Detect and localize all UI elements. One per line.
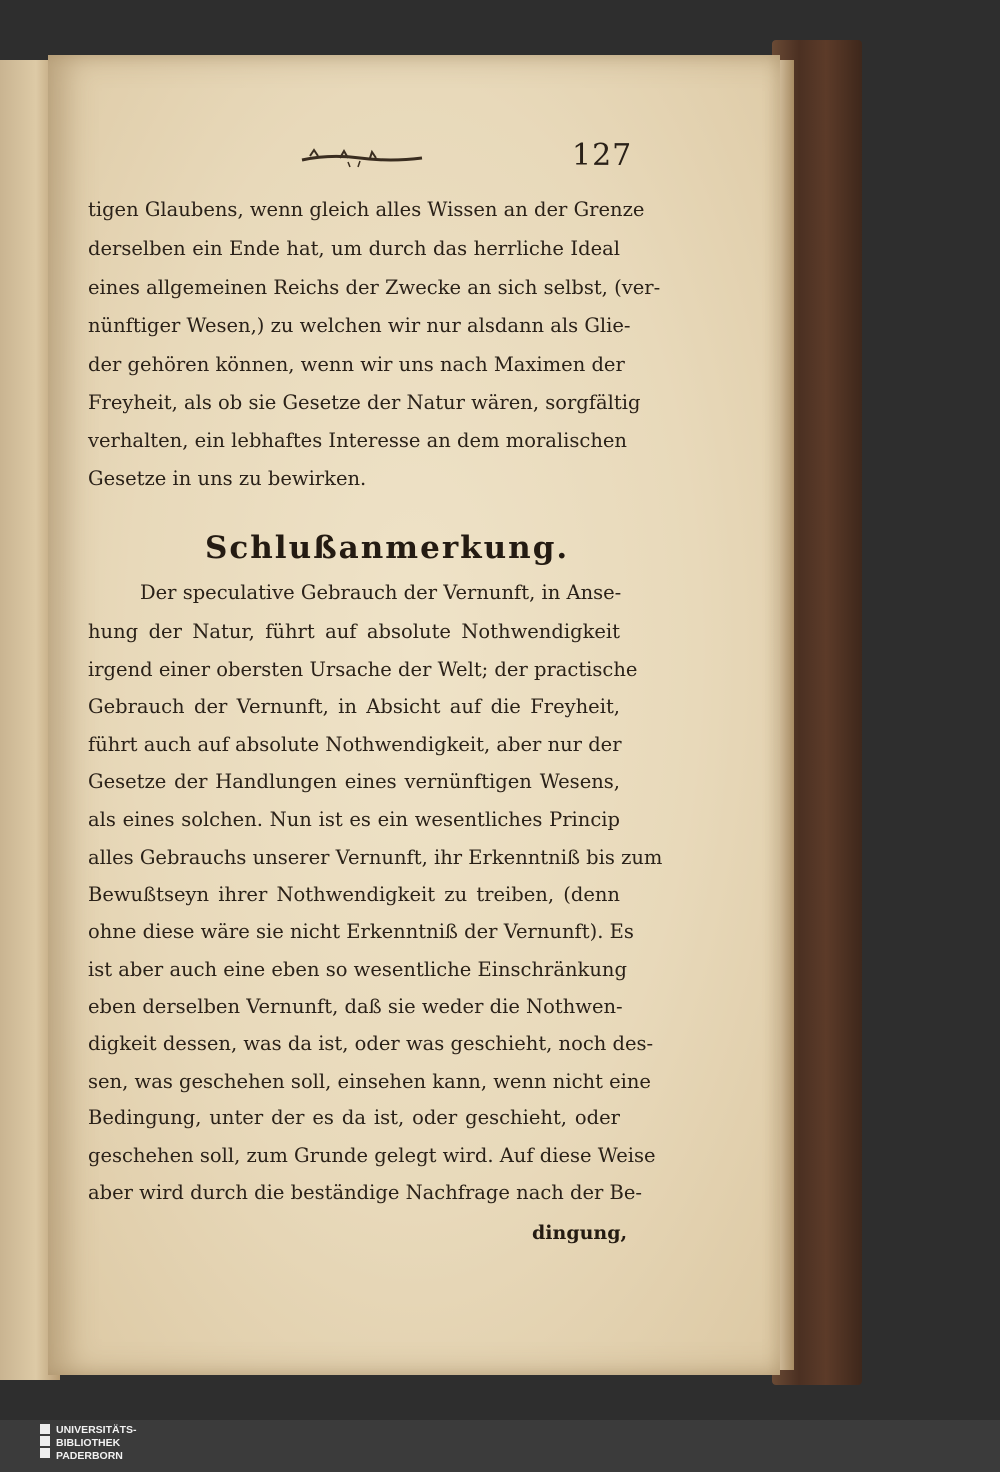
text-line: hung der Natur, führt auf absolute Nothwendigkeit — [88, 620, 620, 643]
text-line: eben derselben Vernunft, daß sie weder die Nothwen- — [88, 995, 623, 1018]
text-line: digkeit dessen, was da ist, oder was geschieht, noch des- — [88, 1032, 654, 1055]
text-line: sen, was geschehen soll, einsehen kann, wenn nicht eine — [88, 1070, 651, 1093]
text-line: Bewußtseyn ihrer Nothwendigkeit zu treiben, (denn — [88, 883, 620, 906]
text-line: der gehören können, wenn wir uns nach Maximen der — [88, 353, 625, 376]
section-heading: Schlußanmerkung. — [205, 530, 570, 566]
text-line: verhalten, ein lebhaftes Interesse an dem moralischen — [88, 429, 627, 452]
page-number: 127 — [572, 138, 633, 173]
text-line: Gebrauch der Vernunft, in Absicht auf die Freyheit, — [88, 695, 620, 718]
text-line: führt auch auf absolute Nothwendigkeit, aber nur der — [88, 733, 622, 756]
text-line: irgend einer obersten Ursache der Welt; der practische — [88, 658, 638, 681]
text-line: Der speculative Gebrauch der Vernunft, in Anse- — [140, 581, 622, 604]
text-line: derselben ein Ende hat, um durch das herrliche Ideal — [88, 237, 620, 260]
text-line: ohne diese wäre sie nicht Erkenntniß der Vernunft). Es — [88, 920, 634, 943]
text-line: geschehen soll, zum Grunde gelegt wird. Auf diese Weise — [88, 1144, 656, 1167]
text-line: eines allgemeinen Reichs der Zwecke an sich selbst, (ver- — [88, 276, 661, 299]
logo-line: UNIVERSITÄTS- — [56, 1424, 137, 1436]
library-logo-text — [56, 1424, 137, 1463]
logo-line: BIBLIOTHEK — [56, 1437, 121, 1449]
catchword: dingung, — [532, 1222, 628, 1244]
header-ornament — [300, 146, 425, 168]
text-line: aber wird durch die beständige Nachfrage nach der Be- — [88, 1181, 643, 1204]
text-line: Freyheit, als ob sie Gesetze der Natur wären, sorgfältig — [88, 391, 641, 414]
text-line: Bedingung, unter der es da ist, oder geschieht, oder — [88, 1106, 620, 1129]
page-stack-edge — [780, 60, 794, 1370]
library-logo-icon — [40, 1424, 50, 1466]
text-line: nünftiger Wesen,) zu welchen wir nur alsdann als Glie- — [88, 314, 631, 337]
text-line: als eines solchen. Nun ist es ein wesentliches Princip — [88, 808, 620, 831]
text-line: tigen Glaubens, wenn gleich alles Wissen an der Grenze — [88, 198, 645, 221]
text-line: Gesetze der Handlungen eines vernünftigen Wesens, — [88, 770, 620, 793]
logo-line: PADERBORN — [56, 1450, 123, 1462]
text-line: ist aber auch eine eben so wesentliche Einschränkung — [88, 958, 627, 981]
footer-bar — [0, 1420, 1000, 1472]
text-line: Gesetze in uns zu bewirken. — [88, 467, 367, 490]
text-line: alles Gebrauchs unserer Vernunft, ihr Erkenntniß bis zum — [88, 846, 663, 869]
